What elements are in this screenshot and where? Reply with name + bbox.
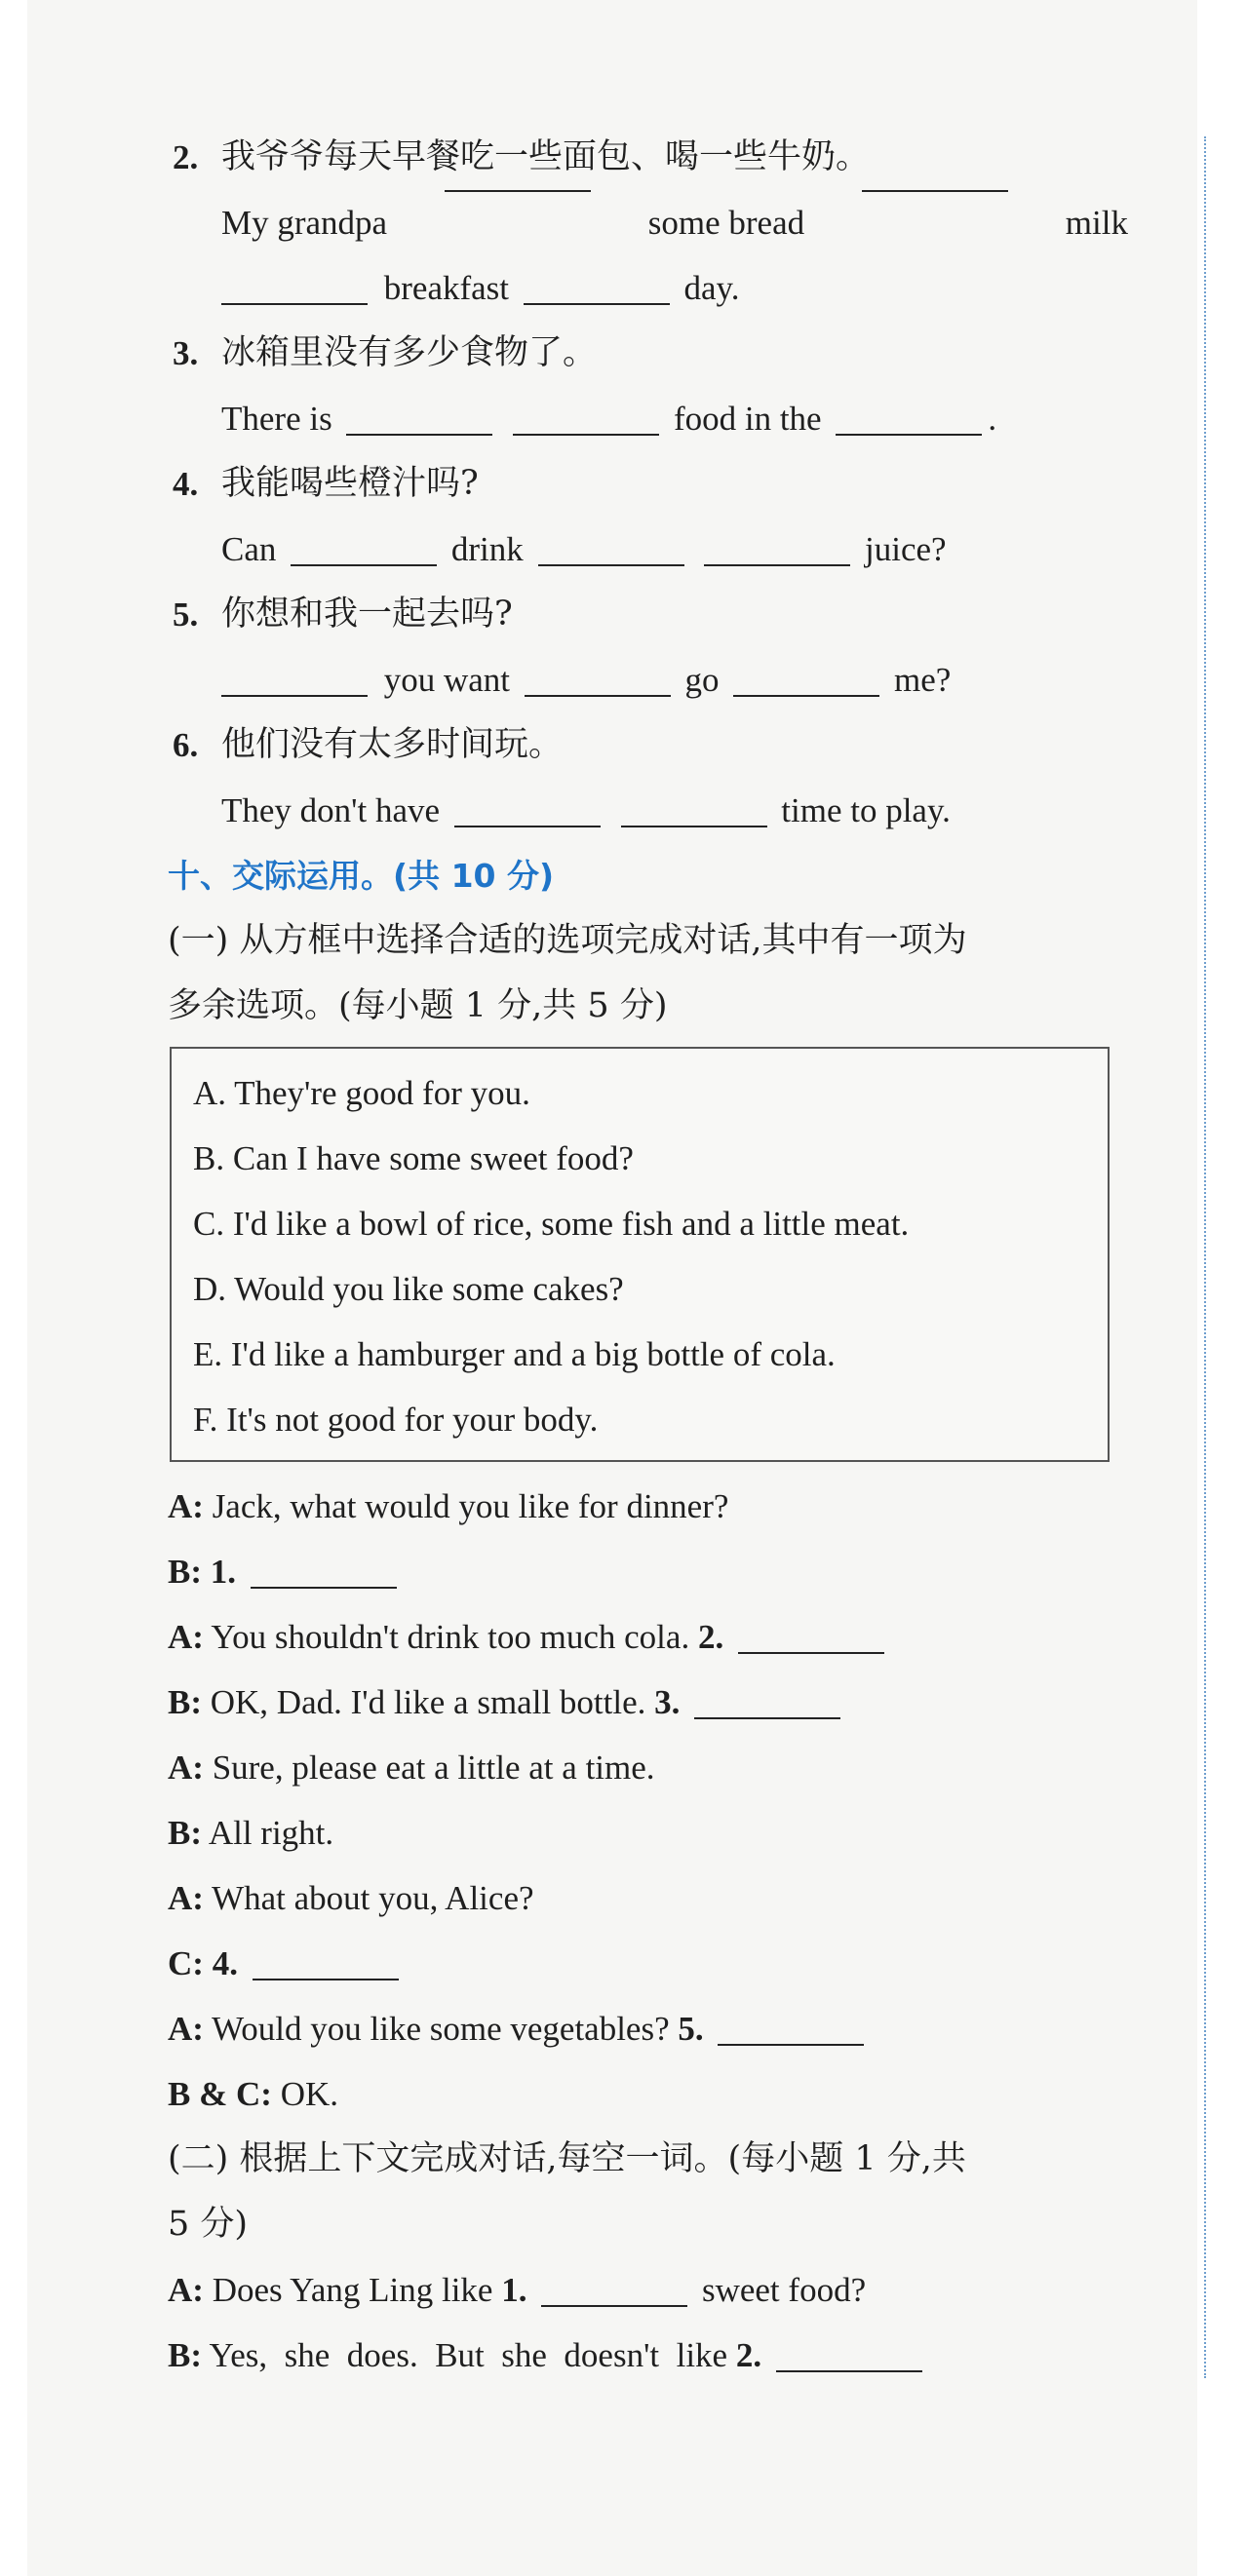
text-segment: me? (894, 661, 952, 699)
item-6-en (168, 778, 1133, 843)
text-segment: day. (683, 269, 740, 307)
speaker: A: (168, 1618, 204, 1656)
item-number: 3. (173, 334, 199, 372)
answer-blank[interactable] (454, 826, 601, 827)
text-segment: time to play. (781, 791, 951, 829)
instruction-line: (二) 根据上下文完成对话,每空一词。(每小题 1 分,共 (168, 2139, 966, 2178)
dialogue-line (168, 1539, 1133, 1604)
text-segment: you want (383, 661, 511, 699)
chinese-sentence: 你想和我一起去吗? (221, 595, 513, 634)
dialogue-text: Yes, she does. But she doesn't like (209, 2336, 728, 2374)
blank-number: 5. (678, 2010, 704, 2048)
instruction-line: 5 分) (168, 2205, 249, 2244)
text-segment: . (988, 400, 997, 438)
dialogue-line (168, 2257, 1133, 2323)
answer-blank[interactable] (836, 434, 982, 436)
speaker: A: (168, 2271, 204, 2309)
dialogue-line (168, 2061, 1133, 2127)
item-5-cn (168, 582, 1133, 647)
answer-blank[interactable] (445, 190, 591, 192)
item-3-en (168, 386, 1133, 451)
answer-blank[interactable] (733, 695, 879, 697)
dialogue-line (168, 1604, 1133, 1670)
dialogue-text: Jack, what would you like for dinner? (212, 1487, 729, 1525)
dialogue-text: Would you like some vegetables? (212, 2010, 670, 2048)
dialogue-line (168, 1865, 1133, 1931)
blank-number: 1. (501, 2271, 527, 2309)
dialogue-text: Does Yang Ling like (212, 2271, 493, 2309)
text-segment: some bread (647, 204, 805, 242)
item-6-cn (168, 712, 1133, 778)
dialogue-text: Sure, please eat a little at a time. (212, 1749, 655, 1787)
dialogue-text: sweet food? (701, 2271, 867, 2309)
item-number: 5. (173, 596, 199, 634)
speaker: B & C: (168, 2075, 272, 2113)
part2-instruction (168, 2127, 1123, 2257)
option-e: E. I'd like a hamburger and a big bottle of cola. (193, 1335, 836, 1373)
answer-blank[interactable] (541, 2305, 687, 2307)
answer-blank[interactable] (346, 434, 492, 436)
blank-number: 3. (654, 1683, 681, 1721)
section-title: 十、交际运用。(共 10 分) (168, 857, 555, 895)
dialogue-text: OK. (280, 2075, 338, 2113)
blank-number: 2. (697, 1618, 724, 1656)
dialogue (168, 1474, 1133, 2127)
dialogue-line (168, 1800, 1133, 1865)
answer-blank[interactable] (513, 434, 659, 436)
item-3-cn (168, 321, 1133, 386)
speaker: A: (168, 1749, 204, 1787)
instruction-line: 多余选项。(每小题 1 分,共 5 分) (168, 986, 668, 1025)
text-segment: milk (1065, 204, 1128, 242)
answer-blank[interactable] (862, 190, 1008, 192)
item-5-en (168, 647, 1133, 712)
dialogue-text: OK, Dad. I'd like a small bottle. (210, 1683, 646, 1721)
item-2-en-line1 (168, 190, 1133, 255)
speaker: C: (168, 1944, 204, 1982)
speaker: A: (168, 1487, 204, 1525)
dialogue-text: You shouldn't drink too much cola. (211, 1618, 690, 1656)
answer-blank[interactable] (253, 1979, 399, 1980)
answer-blank[interactable] (704, 564, 850, 566)
blank-number: 1. (210, 1553, 236, 1591)
option-c: C. I'd like a bowl of rice, some fish and a little meat. (193, 1205, 910, 1243)
binding-margin-line (1204, 136, 1206, 2378)
blank-number: 2. (735, 2336, 762, 2374)
item-2-en-line2 (168, 255, 1133, 321)
text-segment: drink (450, 530, 524, 568)
dialogue-line (168, 1931, 1133, 1996)
answer-blank[interactable] (251, 1587, 397, 1589)
speaker: B: (168, 1814, 202, 1852)
dialogue-line (168, 1670, 1133, 1735)
speaker: B: (168, 1553, 202, 1591)
answer-blank[interactable] (221, 695, 368, 697)
speaker: B: (168, 2336, 202, 2374)
answer-blank[interactable] (694, 1717, 840, 1719)
answer-blank[interactable] (221, 303, 368, 305)
text-segment: Can (221, 530, 277, 568)
dialogue-line (168, 1474, 1133, 1539)
text-segment: go (684, 661, 720, 699)
dialogue-line (168, 2323, 1133, 2388)
chinese-sentence: 我能喝些橙汁吗? (221, 464, 479, 503)
item-number: 4. (173, 465, 199, 503)
text-segment: My grandpa (221, 204, 388, 242)
worksheet-content (168, 125, 1133, 2388)
dialogue-text: What about you, Alice? (212, 1879, 534, 1917)
answer-blank[interactable] (525, 695, 671, 697)
text-segment: They don't have (221, 791, 441, 829)
chinese-sentence: 冰箱里没有多少食物了。 (221, 333, 598, 372)
option-a: A. They're good for you. (193, 1074, 530, 1112)
part1-instruction (168, 908, 1123, 1039)
answer-blank[interactable] (621, 826, 767, 827)
answer-blank[interactable] (538, 564, 684, 566)
item-number: 2. (173, 138, 199, 176)
options-box (170, 1047, 1110, 1462)
chinese-sentence: 我爷爷每天早餐吃一些面包、喝一些牛奶。 (221, 137, 871, 176)
answer-blank[interactable] (776, 2370, 922, 2372)
dialogue-2 (168, 2257, 1133, 2388)
instruction-line: (一) 从方框中选择合适的选项完成对话,其中有一项为 (168, 921, 967, 960)
speaker: A: (168, 2010, 204, 2048)
text-segment: There is (221, 400, 332, 438)
answer-blank[interactable] (524, 303, 670, 305)
answer-blank[interactable] (738, 1652, 884, 1654)
item-number: 6. (173, 726, 199, 764)
text-segment: breakfast (383, 269, 510, 307)
answer-blank[interactable] (718, 2044, 864, 2046)
speaker: A: (168, 1879, 204, 1917)
chinese-sentence: 他们没有太多时间玩。 (221, 725, 564, 764)
item-4-cn (168, 451, 1133, 517)
option-d: D. Would you like some cakes? (193, 1270, 624, 1308)
item-2-cn (168, 125, 1133, 190)
answer-blank[interactable] (291, 564, 437, 566)
item-4-en (168, 517, 1133, 582)
option-b: B. Can I have some sweet food? (193, 1139, 634, 1177)
text-segment: food in the (673, 400, 822, 438)
dialogue-text: All right. (208, 1814, 334, 1852)
text-segment: juice? (865, 530, 947, 568)
dialogue-line (168, 1996, 1133, 2061)
speaker: B: (168, 1683, 202, 1721)
dialogue-line (168, 1735, 1133, 1800)
option-f: F. It's not good for your body. (193, 1401, 599, 1439)
blank-number: 4. (212, 1944, 238, 1982)
